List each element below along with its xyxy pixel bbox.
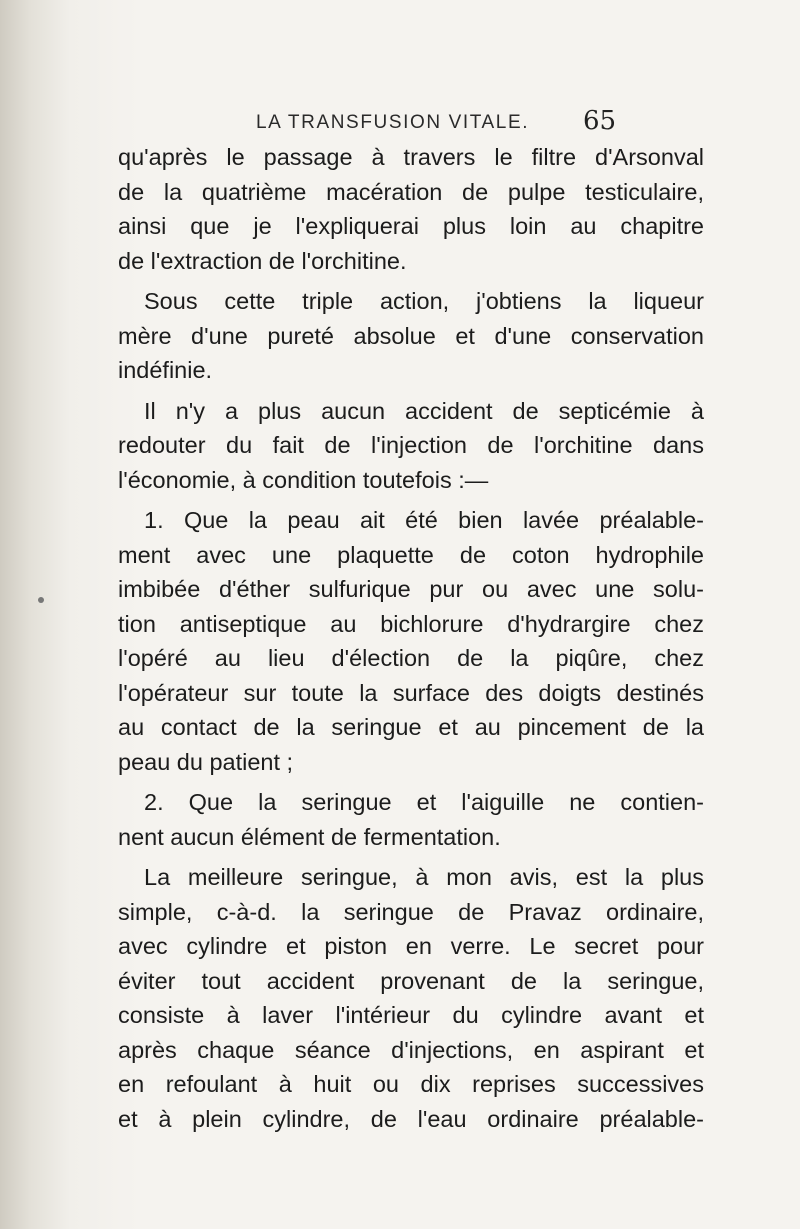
text-line: après chaque séance d'injections, en aspirant et [118, 1036, 704, 1063]
text-line: éviter tout accident provenant de la seringue, [118, 967, 704, 994]
text-line: simple, c-à-d. la seringue de Pravaz ordinaire, [118, 898, 704, 925]
text-line: de l'extraction de l'orchitine. [118, 247, 407, 274]
paragraph [118, 503, 704, 779]
text-line: au contact de la seringue et au pincement de la [118, 714, 704, 740]
text-line: et à plein cylindre, de l'eau ordinaire préalable- [118, 1105, 704, 1132]
text-line: en refoulant à huit ou dix reprises successives [118, 1071, 704, 1097]
text-line: ment avec une plaquette de coton hydrophile [118, 541, 704, 568]
text-line: imbibée d'éther sulfurique pur ou avec une solu- [118, 576, 704, 602]
running-head: LA TRANSFUSION VITALE. [256, 112, 530, 133]
text-line: Sous cette triple action, j'obtiens la liqueur [144, 288, 704, 314]
text-line: avec cylindre et piston en verre. Le secret pour [118, 933, 704, 959]
text-line: l'économie, à condition toutefois :— [118, 466, 489, 493]
text-line: La meilleure seringue, à mon avis, est la plus [144, 864, 704, 890]
text-line: l'opéré au lieu d'élection de la piqûre, chez [118, 645, 704, 671]
paragraph [118, 785, 704, 854]
text-line: indéfinie. [118, 357, 213, 383]
text-line: l'opérateur sur toute la surface des doigts destinés [118, 679, 704, 706]
text-line: redouter du fait de l'injection de l'orchitine dans [118, 432, 704, 458]
paragraph [118, 860, 704, 1136]
paragraph [118, 394, 704, 498]
text-line: 1. Que la peau ait été bien lavée préalable- [144, 507, 704, 533]
text-line: ainsi que je l'expliquerai plus loin au chapitre [118, 213, 704, 239]
text-line: mère d'une pureté absolue et d'une conservation [118, 322, 704, 349]
text-line: consiste à laver l'intérieur du cylindre avant et [118, 1002, 704, 1028]
text-line: de la quatrième macération de pulpe testiculaire, [118, 178, 704, 205]
text-line: qu'après le passage à travers le filtre d'Arsonval [118, 144, 704, 170]
margin-speck [38, 597, 44, 603]
paragraph [118, 284, 704, 388]
text-line: nent aucun élément de fermentation. [118, 823, 501, 850]
text-line: 2. Que la seringue et l'aiguille ne contien- [144, 789, 704, 815]
text-line: peau du patient ; [118, 748, 294, 775]
text-line: Il n'y a plus aucun accident de septicémie à [144, 397, 704, 424]
page-number: 65 [583, 106, 617, 136]
body-text [118, 140, 704, 1136]
paragraph [118, 140, 704, 278]
text-line: tion antiseptique au bichlorure d'hydrargire chez [118, 610, 704, 637]
